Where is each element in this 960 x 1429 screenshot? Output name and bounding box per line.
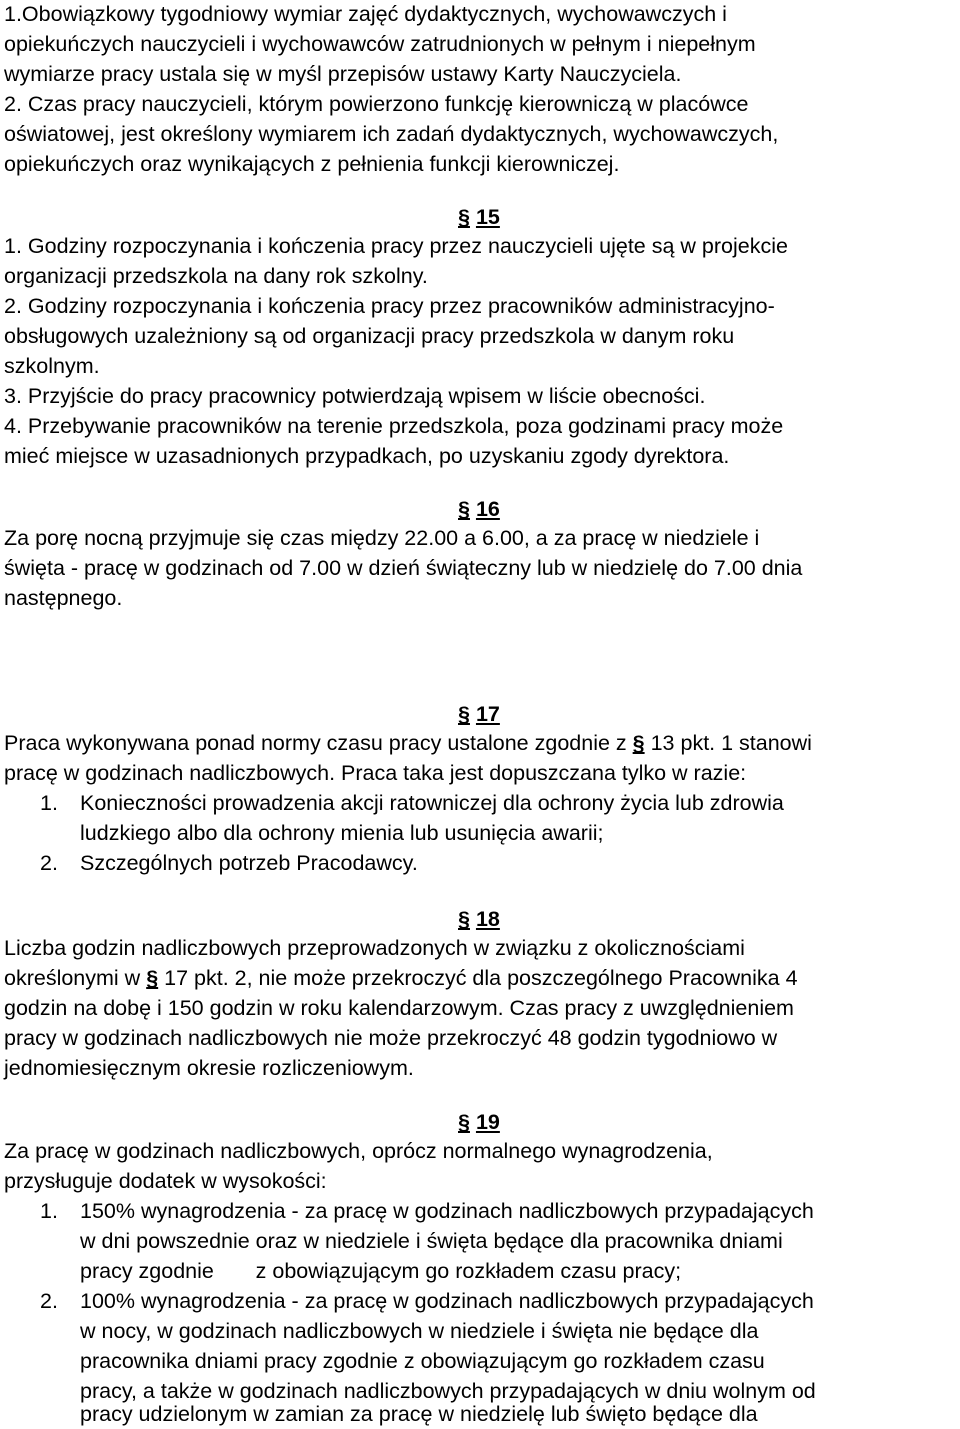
text-line: 2. Czas pracy nauczycieli, którym powierzono funkcję kierowniczą w placówce [4, 92, 749, 116]
list-item-number: 2. [40, 1289, 58, 1313]
list-item-line: pracownika dniami pracy zgodnie z obowiązującym go rozkładem czasu [80, 1349, 765, 1373]
text-line: oświatowej, jest określony wymiarem ich zadań dydaktycznych, wychowawczych, [4, 122, 779, 146]
text-line: Liczba godzin nadliczbowych przeprowadzonych w związku z okolicznościami [4, 936, 745, 960]
text-line: święta - pracę w godzinach od 7.00 w dzień świąteczny lub w niedzielę do 7.00 dnia [4, 556, 803, 580]
text-line: przysługuje dodatek w wysokości: [4, 1169, 327, 1193]
text-fragment: określonymi w [4, 966, 141, 990]
section-symbol: § [458, 907, 470, 931]
section-symbol: § [458, 497, 470, 521]
list-item-line: w nocy, w godzinach nadliczbowych w niedziele i święta nie będące dla [80, 1319, 759, 1343]
text-line: opiekuńczych nauczycieli i wychowawców zatrudnionych w pełnym i niepełnym [4, 32, 756, 56]
list-item-line: pracy, a także w godzinach nadliczbowych przypadających w dniu wolnym od [80, 1379, 816, 1403]
text-line: szkolnym. [4, 354, 100, 378]
section-heading-16 [458, 495, 500, 524]
section-symbol: § [146, 966, 159, 990]
section-heading-17 [458, 700, 500, 729]
text-line: 2. Godziny rozpoczynania i kończenia pracy przez pracowników administracyjno- [4, 294, 775, 318]
list-item-line: ludzkiego albo dla ochrony mienia lub usunięcia awarii; [80, 821, 604, 845]
text-line: opiekuńczych oraz wynikających z pełnienia funkcji kierowniczej. [4, 152, 620, 176]
text-line: 3. Przyjście do pracy pracownicy potwierdzają wpisem w liście obecności. [4, 384, 706, 408]
text-fragment: 17 pkt. 2, nie może przekroczyć dla poszczególnego Pracownika 4 [164, 966, 798, 990]
section-heading-18 [458, 905, 500, 934]
text-line: mieć miejsce w uzasadnionych przypadkach, po uzyskaniu zgody dyrektora. [4, 444, 730, 468]
section-symbol: § [458, 205, 470, 229]
text-line: 4. Przebywanie pracowników na terenie przedszkola, poza godzinami pracy może [4, 414, 784, 438]
list-item-number: 1. [40, 791, 58, 815]
section-symbol: § [458, 702, 470, 726]
text-line [4, 964, 798, 993]
text-line: następnego. [4, 586, 123, 610]
text-line: organizacji przedszkola na dany rok szkolny. [4, 264, 428, 288]
text-line: wymiarze pracy ustala się w myśl przepisów ustawy Karty Nauczyciela. [4, 62, 682, 86]
list-item-line: Szczególnych potrzeb Pracodawcy. [80, 851, 418, 875]
list-item-line: w dni powszednie oraz w niedziele i święta będące dla pracownika dniami [80, 1229, 783, 1253]
section-number: 18 [475, 907, 500, 931]
list-item-line: pracy udzielonym w zamian za pracę w niedzielę lub święto będące dla [80, 1402, 758, 1426]
text-line: jednomiesięcznym okresie rozliczeniowym. [4, 1056, 414, 1080]
section-symbol: § [632, 731, 645, 755]
list-item-line: 100% wynagrodzenia - za pracę w godzinach nadliczbowych przypadających [80, 1289, 814, 1313]
section-number: 15 [475, 205, 500, 229]
text-line [4, 729, 812, 758]
list-item-line: 150% wynagrodzenia - za pracę w godzinach nadliczbowych przypadających [80, 1199, 814, 1223]
text-line: godzin na dobę i 150 godzin w roku kalendarzowym. Czas pracy z uwzględnieniem [4, 996, 794, 1020]
list-item-line: pracy zgodnie z obowiązującym go rozkładem czasu pracy; [80, 1259, 682, 1283]
text-line: obsługowych uzależniony są od organizacji pracy przedszkola w danym roku [4, 324, 735, 348]
section-number: 16 [475, 497, 500, 521]
section-heading-15 [458, 203, 500, 232]
list-item-number: 1. [40, 1199, 58, 1223]
list-item-line: Konieczności prowadzenia akcji ratowniczej dla ochrony życia lub zdrowia [80, 791, 784, 815]
text-fragment: Praca wykonywana ponad normy czasu pracy ustalone zgodnie z [4, 731, 627, 755]
section-heading-19 [458, 1108, 500, 1137]
section-number: 17 [475, 702, 500, 726]
text-line: pracę w godzinach nadliczbowych. Praca taka jest dopuszczana tylko w razie: [4, 761, 747, 785]
list-item-number: 2. [40, 851, 58, 875]
text-line: Za porę nocną przyjmuje się czas między 22.00 a 6.00, a za pracę w niedziele i [4, 526, 760, 550]
text-line: pracy w godzinach nadliczbowych nie może przekroczyć 48 godzin tygodniowo w [4, 1026, 778, 1050]
section-number: 19 [475, 1110, 500, 1134]
text-line: 1. Godziny rozpoczynania i kończenia pracy przez nauczycieli ujęte są w projekcie [4, 234, 788, 258]
section-symbol: § [458, 1110, 470, 1134]
text-line: Za pracę w godzinach nadliczbowych, oprócz normalnego wynagrodzenia, [4, 1139, 713, 1163]
text-line: 1.Obowiązkowy tygodniowy wymiar zajęć dydaktycznych, wychowawczych i [4, 2, 727, 26]
text-fragment: 13 pkt. 1 stanowi [650, 731, 812, 755]
